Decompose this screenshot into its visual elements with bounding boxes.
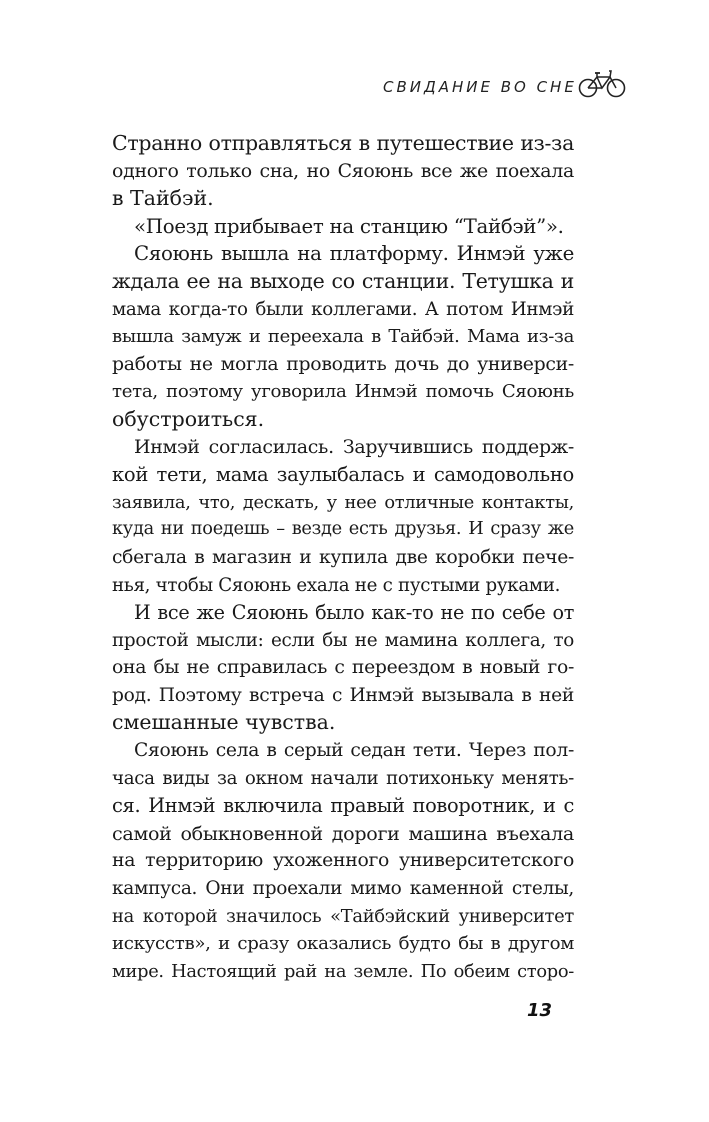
text-line: ся. Инмэй включила правый поворотник, и с (112, 794, 574, 818)
text-line: искусств», и сразу оказались будто бы в другом (112, 933, 574, 955)
body-text (112, 130, 574, 985)
text-line: самой обыкновенной дороги машина въехала (112, 821, 574, 845)
text-line: смешанные чувства. (112, 710, 336, 735)
text-line: обустроиться. (112, 406, 265, 431)
text-line: нья, чтобы Сяоюнь ехала не с пустыми руками. (112, 574, 561, 596)
text-line: в Тайбэй. (112, 186, 214, 211)
text-line: ждала ее на выходе со станции. Тетушка и (112, 268, 574, 293)
text-line: кой тети, мама заулыбалась и самодовольно (112, 463, 574, 487)
text-line: род. Поэтому встреча с Инмэй вызывала в ней (112, 684, 574, 706)
running-head: СВИДАНИЕ ВО СНЕ (383, 78, 577, 96)
text-line: одного только сна, но Сяоюнь все же поехала (112, 159, 574, 182)
text-line: мире. Настоящий рай на земле. По обеим сторо- (112, 960, 574, 982)
text-line: мама когда-то были коллегами. А потом Инмэй (112, 298, 574, 320)
text-line: она бы не справилась с переездом в новый го- (112, 657, 574, 679)
text-line: на которой значилось «Тайбэйский университет (112, 905, 574, 927)
text-line: Сяоюнь вышла на платформу. Инмэй уже (134, 242, 574, 266)
text-line: простой мысли: если бы не мамина коллега, то (112, 629, 574, 651)
text-line: Сяоюнь села в серый седан тети. Через пол- (134, 740, 574, 762)
text-line: кампуса. Они проехали мимо каменной стелы, (112, 878, 574, 900)
bicycle-icon (578, 66, 626, 100)
text-line: И все же Сяоюнь было как-то не по себе от (134, 601, 574, 625)
text-line: Странно отправляться в путешествие из-за (112, 131, 574, 155)
text-line: сбегала в магазин и купила две коробки пече- (112, 546, 574, 568)
text-line: «Поезд прибывает на станцию “Тайбэй”». (134, 214, 564, 238)
page-number: 13 (527, 1000, 553, 1021)
text-line: Инмэй согласилась. Заручившись поддерж- (134, 435, 574, 458)
text-line: вышла замуж и переехала в Тайбэй. Мама из-за (112, 326, 574, 348)
text-line: часа виды за окном начали потихоньку менять- (112, 767, 574, 789)
text-line: работы не могла проводить дочь до универси- (112, 352, 574, 375)
text-line: заявила, что, дескать, у нее отличные контакты, (112, 491, 574, 513)
text-line: куда ни поедешь – везде есть друзья. И сразу же (112, 519, 574, 540)
text-line: на территорию ухоженного университетского (112, 850, 574, 872)
text-line: тета, поэтому уговорила Инмэй помочь Сяоюнь (112, 381, 574, 403)
